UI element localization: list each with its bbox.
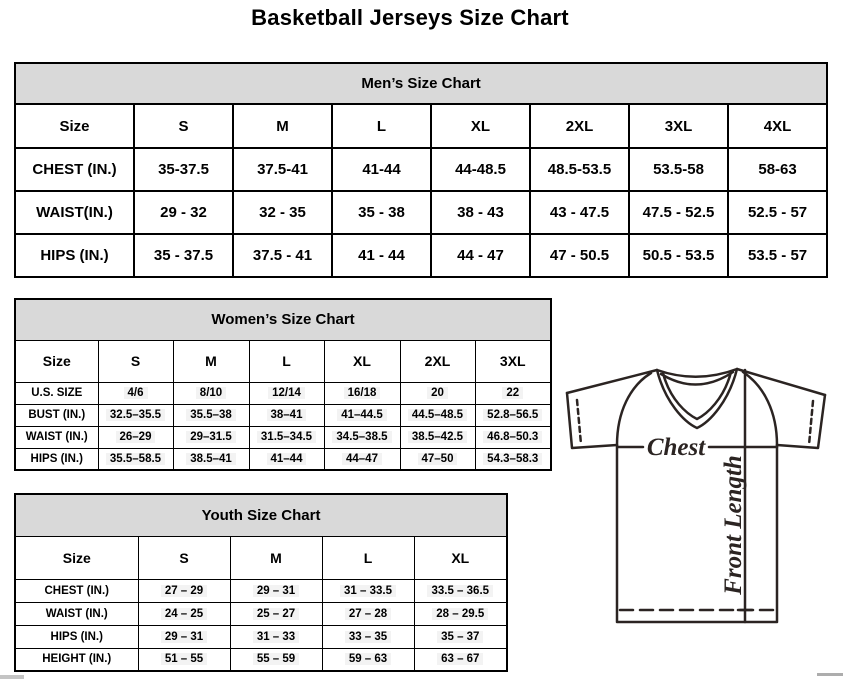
table-cell [230,648,322,671]
chest-label: Chest [646,434,706,461]
row-label: WAIST (IN.) [15,602,138,625]
table-cell [98,382,173,404]
table-cell [173,448,249,470]
table-row [15,382,551,404]
table-cell [98,448,173,470]
table-cell [475,404,551,426]
youth-col-header: L [322,536,414,579]
row-label: BUST (IN.) [15,404,98,426]
womens-col-header: XL [324,340,400,382]
row-label: CHEST (IN.) [15,579,138,602]
mens-col-header: M [233,104,332,148]
jersey-body-outline [617,445,777,622]
table-cell [173,426,249,448]
cell-value: 33.5 – 36.5 [427,585,493,597]
cell-value: 12/14 [268,387,305,399]
table-row [15,404,551,426]
youth-col-header: Size [15,536,138,579]
table-cell: 38 - 43 [431,191,530,234]
mens-col-header: 3XL [629,104,728,148]
table-cell [138,602,230,625]
mens-header-row [15,104,827,148]
cell-value: 29 – 31 [161,631,207,643]
cell-value: 22 [502,387,523,399]
table-cell: 44-48.5 [431,148,530,191]
cell-value: 44.5–48.5 [408,409,467,421]
table-row [15,579,507,602]
jersey-left-sleeve [567,393,617,448]
table-cell [322,625,414,648]
womens-chart-title: Women’s Size Chart [15,299,551,340]
jersey-measurement-diagram [552,360,835,626]
table-row [15,148,827,191]
page-title: Basketball Jerseys Size Chart [251,5,569,30]
cell-value: 35 – 37 [437,631,483,643]
cell-value: 31 – 33 [253,631,299,643]
table-cell [98,404,173,426]
jersey-right-sleeve [777,395,825,448]
cell-value: 47–50 [418,453,458,465]
youth-col-header: M [230,536,322,579]
jersey-left-shoulder [567,370,657,393]
cell-value: 44–47 [342,453,382,465]
table-cell: 32 - 35 [233,191,332,234]
table-cell: 53.5-58 [629,148,728,191]
table-cell [98,426,173,448]
table-cell: 47 - 50.5 [530,234,629,277]
table-row [15,602,507,625]
table-cell [249,448,324,470]
table-cell [249,426,324,448]
cell-value: 25 – 27 [253,608,299,620]
mens-col-header: L [332,104,431,148]
cell-value: 41–44 [267,453,307,465]
cell-value: 24 – 25 [161,608,207,620]
cell-value: 29 – 31 [253,585,299,597]
mens-size-chart-table [14,62,828,278]
table-cell: 37.5 - 41 [233,234,332,277]
cell-value: 29–31.5 [186,431,236,443]
table-cell: 50.5 - 53.5 [629,234,728,277]
table-row [15,625,507,648]
cell-value: 32.5–35.5 [106,409,165,421]
cell-value: 34.5–38.5 [332,431,391,443]
cell-value: 63 – 67 [437,653,483,665]
table-cell [324,426,400,448]
table-cell [173,404,249,426]
table-cell: 35 - 38 [332,191,431,234]
womens-col-header: 2XL [400,340,475,382]
table-cell: 35-37.5 [134,148,233,191]
cell-value: 46.8–50.3 [483,431,542,443]
table-row [15,426,551,448]
cell-value: 54.3–58.3 [483,453,542,465]
table-cell: 37.5-41 [233,148,332,191]
table-cell [324,404,400,426]
womens-col-header: L [249,340,324,382]
table-cell: 58-63 [728,148,827,191]
table-cell: 47.5 - 52.5 [629,191,728,234]
table-cell: 52.5 - 57 [728,191,827,234]
youth-col-header: XL [414,536,507,579]
womens-col-header: M [173,340,249,382]
cell-value: 59 – 63 [345,653,391,665]
row-label: WAIST (IN.) [15,426,98,448]
cell-value: 8/10 [196,387,226,399]
cell-value: 38–41 [267,409,307,421]
cell-value: 16/18 [344,387,381,399]
table-cell [475,382,551,404]
row-label: CHEST (IN.) [15,148,134,191]
table-cell [249,382,324,404]
jersey-right-shoulder [737,369,825,395]
table-cell: 29 - 32 [134,191,233,234]
cell-value: 4/6 [124,387,148,399]
row-label: WAIST(IN.) [15,191,134,234]
table-cell [230,579,322,602]
row-label: U.S. SIZE [15,382,98,404]
mens-col-header: XL [431,104,530,148]
womens-header-row [15,340,551,382]
cell-value: 35.5–58.5 [106,453,165,465]
front-length-label: Front Length [720,455,747,595]
cell-value: 33 – 35 [345,631,391,643]
cropped-element-fragment [817,673,843,676]
table-cell [322,648,414,671]
mens-col-header: S [134,104,233,148]
youth-header-row [15,536,507,579]
cell-value: 35.5–38 [186,409,236,421]
row-label: HEIGHT (IN.) [15,648,138,671]
jersey-left-cuff-stitch [577,400,581,444]
table-row [15,234,827,277]
table-cell [138,579,230,602]
table-cell [324,382,400,404]
youth-chart-title: Youth Size Chart [15,494,507,536]
jersey-right-cuff-stitch [809,401,813,445]
table-cell [414,648,507,671]
youth-col-header: S [138,536,230,579]
table-cell: 48.5-53.5 [530,148,629,191]
cell-value: 27 – 28 [345,608,391,620]
table-cell [322,602,414,625]
jersey-right-sleeve-seam [743,372,777,445]
table-row [15,448,551,470]
womens-col-header: Size [15,340,98,382]
table-cell [414,602,507,625]
table-cell [414,579,507,602]
cell-value: 55 – 59 [253,653,299,665]
youth-size-chart-table [14,493,508,672]
table-cell [475,448,551,470]
cell-value: 51 – 55 [161,653,207,665]
cropped-element-fragment [0,675,24,679]
row-label: HIPS (IN.) [15,448,98,470]
table-cell [138,648,230,671]
cell-value: 26–29 [116,431,156,443]
table-cell [322,579,414,602]
cell-value: 20 [427,387,448,399]
table-cell [400,426,475,448]
row-label: HIPS (IN.) [15,625,138,648]
table-cell [230,625,322,648]
mens-chart-title: Men’s Size Chart [15,63,827,104]
mens-col-header: 2XL [530,104,629,148]
cell-value: 38.5–42.5 [408,431,467,443]
row-label: HIPS (IN.) [15,234,134,277]
table-cell [400,404,475,426]
cell-value: 31 – 33.5 [340,585,396,597]
womens-col-header: S [98,340,173,382]
table-cell [400,448,475,470]
womens-size-chart-table [14,298,552,471]
table-cell [138,625,230,648]
mens-col-header: Size [15,104,134,148]
table-cell: 41-44 [332,148,431,191]
cell-value: 27 – 29 [161,585,207,597]
cell-value: 41–44.5 [337,409,387,421]
cell-value: 52.8–56.5 [483,409,542,421]
table-cell [230,602,322,625]
cell-value: 28 – 29.5 [432,608,488,620]
womens-col-header: 3XL [475,340,551,382]
table-cell [475,426,551,448]
table-row [15,648,507,671]
table-cell [173,382,249,404]
table-cell: 43 - 47.5 [530,191,629,234]
table-cell: 41 - 44 [332,234,431,277]
table-cell: 35 - 37.5 [134,234,233,277]
table-row [15,191,827,234]
table-cell: 44 - 47 [431,234,530,277]
table-cell [400,382,475,404]
table-cell [324,448,400,470]
mens-col-header: 4XL [728,104,827,148]
table-cell [414,625,507,648]
table-cell: 53.5 - 57 [728,234,827,277]
table-cell [249,404,324,426]
cell-value: 38.5–41 [186,453,236,465]
cell-value: 31.5–34.5 [257,431,316,443]
